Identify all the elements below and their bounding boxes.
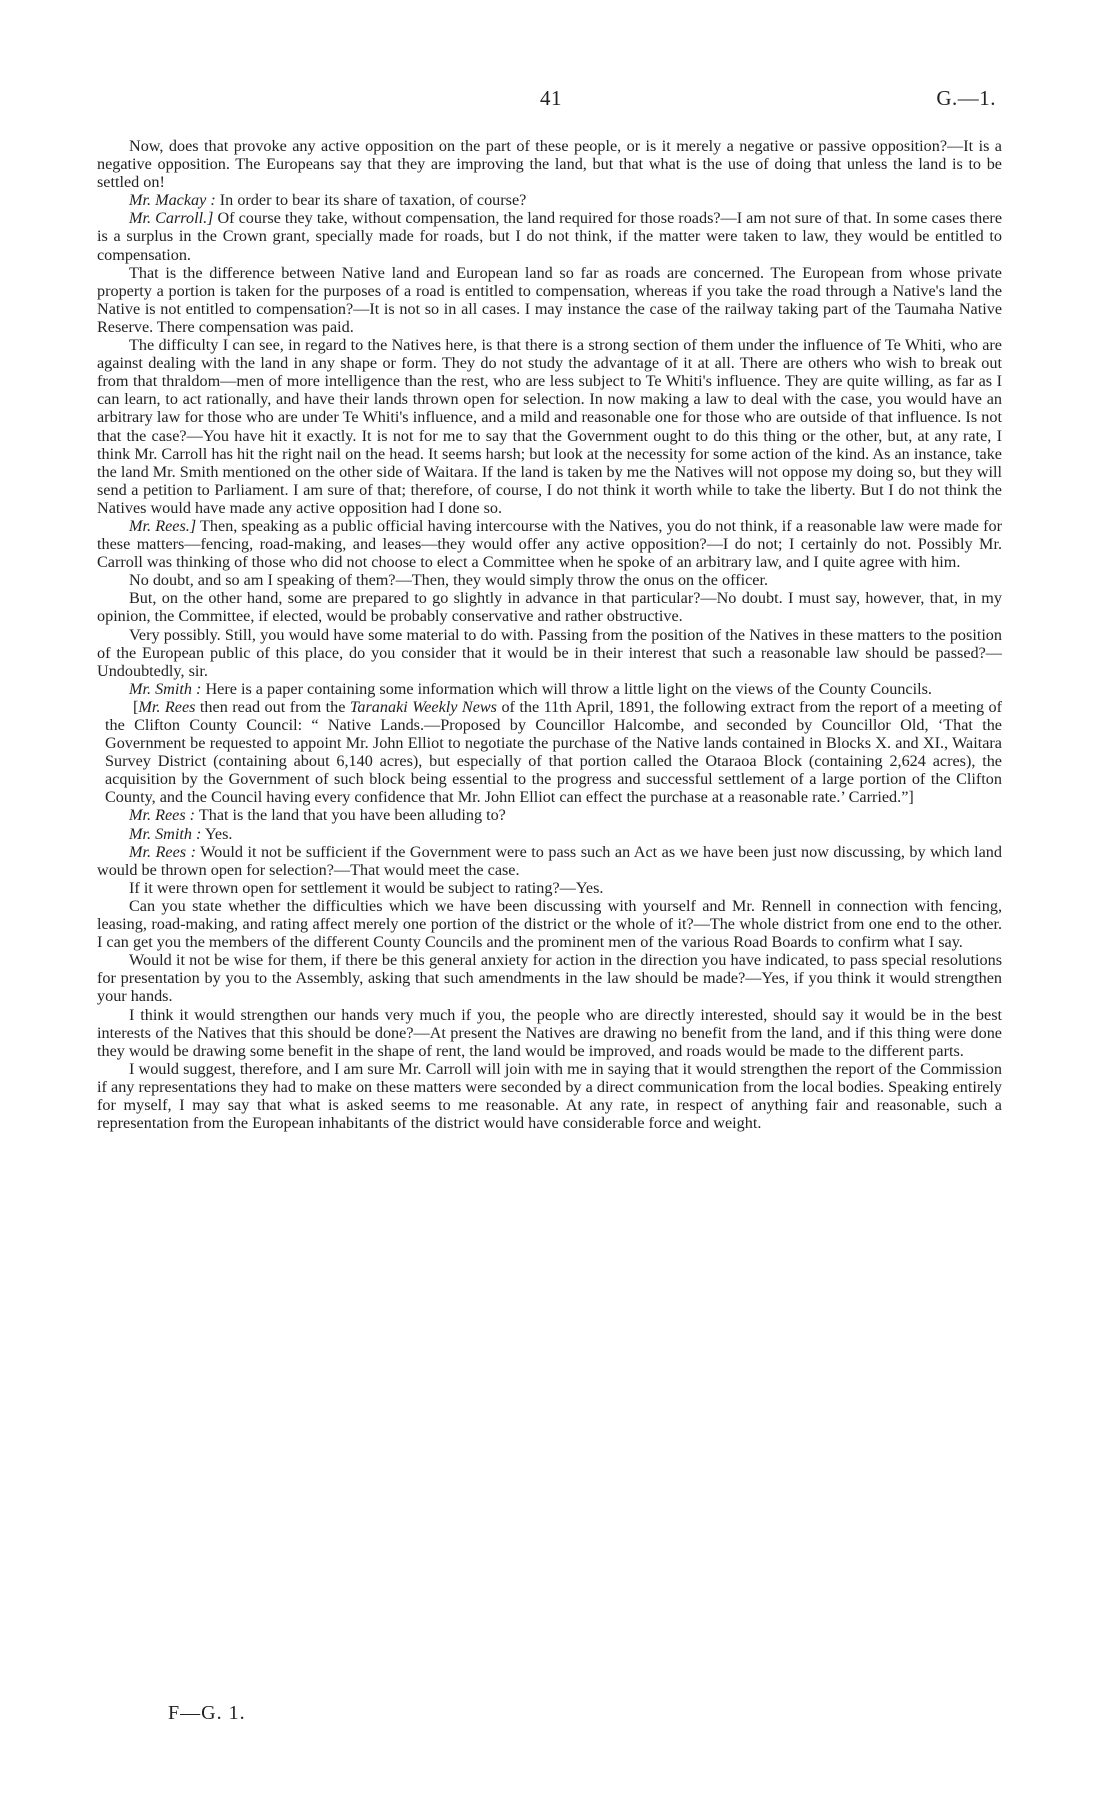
paragraph bbox=[97, 1060, 1002, 1132]
paragraph bbox=[97, 806, 1002, 824]
speaker-name: Mr. Smith : bbox=[129, 679, 202, 698]
paragraph bbox=[97, 951, 1002, 1005]
paragraph-text: If it were thrown open for settlement it would be subject to rating?—Yes. bbox=[129, 878, 604, 897]
paragraph bbox=[97, 825, 1002, 843]
page-number: 41 bbox=[540, 86, 562, 110]
paragraph bbox=[97, 209, 1002, 263]
paragraph bbox=[97, 698, 1002, 807]
paragraph-text: I would suggest, therefore, and I am sure Mr. Carroll will join with me in saying that it would strengthen the report of the Commission if any representations they had to make on these matters were seconded by a direct communication from the local bodies. Speaking entirely for myself, I may say that what is asked seems to me reasonable. At any rate, in respect of anything fair and reasonable, such a representation from the European inhabitants of the district would have considerable force and weight. bbox=[97, 1059, 1002, 1133]
body-text bbox=[97, 137, 1002, 1132]
paragraph-text: of the 11th April, 1891, the following extract from the report of a meeting of the Clifton County Council: “ Native Lands.—Proposed by Councillor Halcombe, and seconded by Councillor Old, ‘That the Government be requested to appoint Mr. John Elliot to negotiate the purchase of the Native lands contained in Blocks X. and XI., Waitara Survey District (containing about 6,140 acres), but especially of that portion called the Otaraoa Block (containing 2,624 acres), the acquisition by the Government of such block being essential to the progress and successful settlement of a large portion of the Clifton County, and the Council having every confidence that Mr. John Elliot can effect the purchase at a reasonable rate.’ Carried.”] bbox=[105, 697, 1003, 807]
speaker-name: Mr. Carroll.] bbox=[129, 209, 214, 228]
paragraph-text: Now, does that provoke any active opposition on the part of these people, or is it merely a negative or passive opposition?—It is a negative opposition. The Europeans say that they are improving the land, but that what is the use of doing that unless the land is to be settled on! bbox=[97, 137, 1002, 192]
speaker-name: Mr. Rees : bbox=[129, 842, 196, 861]
paragraph bbox=[97, 680, 1002, 698]
paragraph-text: Of course they take, without compensation, the land required for those roads?—I am not sure of that. In some cases there is a surplus in the Crown grant, specially made for roads, but I do not think, if the matter were taken to law, they would be entitled to compensation. bbox=[97, 209, 1003, 264]
paragraph-text: The difficulty I can see, in regard to the Natives here, is that there is a strong section of them under the influence of Te Whiti, who are against dealing with the land in any shape or form. They do not study the advantage of it at all. There are others who wish to break out from that thraldom—men of more intelligence than the rest, who are less subject to Te Whiti's influence. They are quite willing, as far as I can learn, to act rationally, and have their lands thrown open for selection. In now making a law to deal with the case, you would have an arbitrary law for those who are under Te Whiti's influence, and a mild and reasonable one for those who are outside of that influence. Is not that the case?—You have hit it exactly. It is not for me to say that the Government ought to do this thing or the other, but, at any rate, I think Mr. Carroll has hit the right nail on the head. It seems harsh; but look at the necessity for some action of the kind. As an instance, take the land Mr. Smith mentioned on the other side of Waitara. If the land is taken by me the Natives will not oppose my doing so, but they will send a petition to Parliament. I am sure of that; therefore, of course, I do not think it worth while to take the liberty. But I do not think the Natives would have made any active opposition had I done so. bbox=[97, 336, 1002, 517]
paragraph-text: Would it not be sufficient if the Government were to pass such an Act as we have been just now discussing, by which land would be thrown open for selection?—That would meet the case. bbox=[97, 842, 1002, 879]
paragraph bbox=[97, 626, 1002, 680]
paragraph-text: That is the land that you have been alluding to? bbox=[195, 806, 506, 825]
paragraph bbox=[97, 1006, 1002, 1060]
paragraph-text: No doubt, and so am I speaking of them?—Then, they would simply throw the onus on the officer. bbox=[129, 571, 768, 590]
paragraph-text: Yes. bbox=[201, 824, 233, 843]
paragraph-text: then read out from the bbox=[195, 697, 350, 716]
paragraph-text: Very possibly. Still, you would have some material to do with. Passing from the position of the Natives in these matters to the position of the European public of this place, do you consider that it would be in their interest that such a reasonable law should be passed?—Undoubtedly, sir. bbox=[97, 625, 1002, 680]
paragraph bbox=[97, 137, 1002, 191]
paragraph bbox=[97, 589, 1002, 625]
speaker-name: Mr. Rees : bbox=[129, 806, 196, 825]
paragraph-text: Would it not be wise for them, if there be this general anxiety for action in the direction you have indicated, to pass special resolutions for presentation by you to the Assembly, asking that such amendments in the law should be made?—Yes, if you think it would strengthen your hands. bbox=[97, 951, 1002, 1006]
paragraph-text: In order to bear its share of taxation, of course? bbox=[215, 191, 527, 210]
paragraph-text: But, on the other hand, some are prepared to go slightly in advance in that particular?—No doubt. I must say, however, that, in my opinion, the Committee, if elected, would be probably conservative and rather obstructive. bbox=[97, 589, 1002, 626]
paragraph-text: Can you state whether the difficulties which we have been discussing with yourself and Mr. Rennell in connection with fencing, leasing, road-making, and rating affect merely one portion of the district or the whole of it?—The whole district from one end to the other. I can get you the members of the different County Councils and the prominent men of the various Road Boards to confirm what I say. bbox=[97, 896, 1002, 952]
newspaper-title: Taranaki Weekly News bbox=[349, 697, 497, 716]
speaker-name: Mr. Smith : bbox=[129, 824, 202, 843]
paragraph-text: I think it would strengthen our hands very much if you, the people who are directly interested, should say it would be in the best interests of the Natives that this should be done?—At present the Natives are drawing no benefit from the land, and if this thing were done they would be drawing some benefit in the shape of rent, the land would be improved, and roads would be made to the different parts. bbox=[97, 1005, 1002, 1060]
footer-signature: F—G. 1. bbox=[168, 1702, 246, 1724]
speaker-name: Mr. Mackay : bbox=[129, 191, 216, 210]
document-code: G.—1. bbox=[936, 86, 996, 110]
paragraph-text: Then, speaking as a public official having intercourse with the Natives, you do not think, if a reasonable law were made for these matters—fencing, road-making, and leases—they would offer any active opposition?—I do not; I certainly do not. Possibly Mr. Carroll was thinking of those who did not choose to elect a Committee when he spoke of an arbitrary law, and I quite agree with him. bbox=[97, 516, 1002, 572]
speaker-name: Mr. Rees.] bbox=[129, 516, 197, 535]
paragraph bbox=[97, 571, 1002, 589]
bracket: [ bbox=[133, 697, 139, 716]
paragraph bbox=[97, 843, 1002, 879]
paragraph bbox=[97, 336, 1002, 517]
speaker-name: Mr. Rees bbox=[138, 697, 196, 716]
paragraph-text: That is the difference between Native land and European land so far as roads are concerned. The European from whose private property a portion is taken for the purposes of a road is entitled to compensation, whereas if you take the road through a Native's land the Native is not entitled to compensation?—It is not so in all cases. I may instance the case of the railway taking part of the Taumaha Native Reserve. There compensation was paid. bbox=[97, 263, 1002, 336]
paragraph bbox=[97, 264, 1002, 336]
paragraph bbox=[97, 191, 1002, 209]
paragraph bbox=[97, 517, 1002, 571]
paragraph-text: Here is a paper containing some information which will throw a little light on the views of the County Councils. bbox=[201, 679, 932, 698]
paragraph bbox=[97, 879, 1002, 897]
paragraph bbox=[97, 897, 1002, 951]
